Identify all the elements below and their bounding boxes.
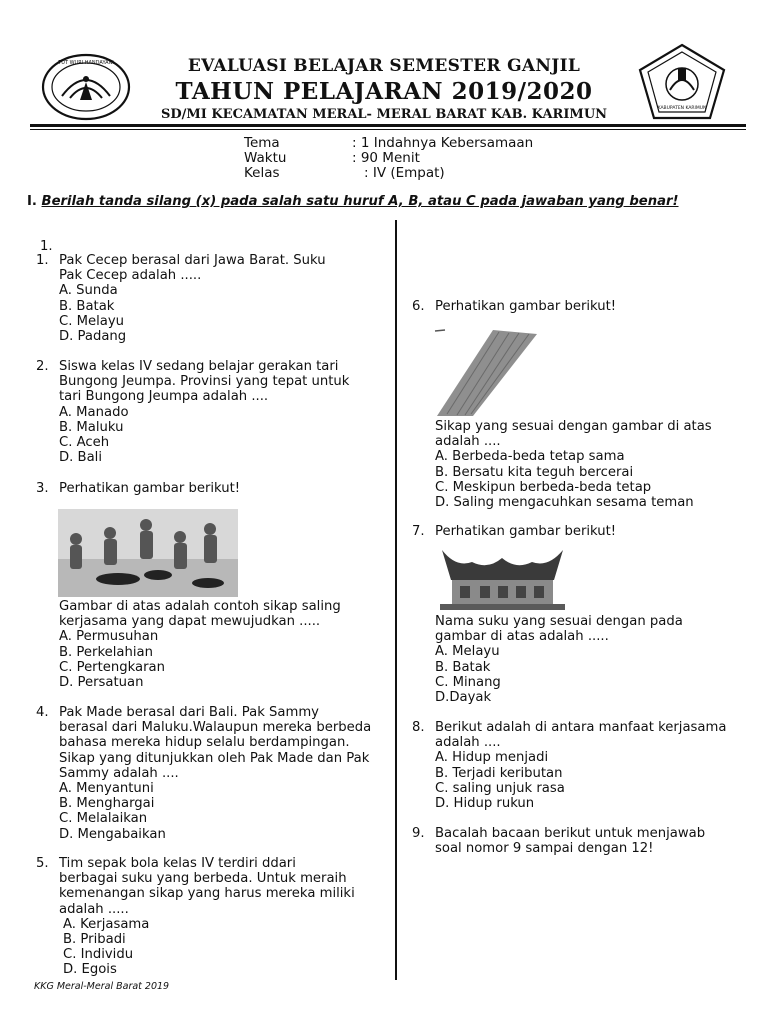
answer-option[interactable]: C. Pertengkaran bbox=[59, 659, 165, 675]
answer-option[interactable]: A. Permusuhan bbox=[59, 629, 159, 645]
answer-option[interactable]: C. Melayu bbox=[59, 313, 124, 329]
answer-option[interactable]: A. Berbeda-beda tetap sama bbox=[435, 449, 625, 465]
info-kelas-value: : IV (Empat) bbox=[364, 165, 445, 181]
question-6-continued bbox=[435, 419, 712, 510]
info-waktu-value: : 90 Menit bbox=[352, 150, 420, 166]
answer-option[interactable]: C. Aceh bbox=[59, 435, 110, 451]
header-rule-thick bbox=[30, 124, 746, 127]
answer-option[interactable]: B. Pribadi bbox=[63, 932, 126, 948]
answer-option[interactable]: B. Terjadi keributan bbox=[435, 765, 563, 781]
question-text: Perhatikan gambar berikut! bbox=[435, 524, 617, 539]
question-number: 8. bbox=[412, 720, 425, 735]
question-text: Tim sepak bola kelas IV terdiri ddari bbox=[59, 856, 296, 871]
question-text: Pak Cecep adalah ..... bbox=[59, 268, 202, 284]
answer-option[interactable]: D. Persatuan bbox=[59, 675, 144, 691]
answer-option[interactable]: D. Egois bbox=[63, 962, 117, 978]
question-number: 5. bbox=[36, 856, 49, 871]
broom-illustration bbox=[433, 328, 543, 418]
page-footer: KKG Meral-Meral Barat 2019 bbox=[34, 981, 170, 992]
info-waktu-label: Waktu bbox=[244, 150, 287, 166]
question-text: Bacalah bacaan berikut untuk menjawab bbox=[435, 826, 706, 841]
question-text: adalah .... bbox=[435, 735, 501, 751]
answer-option[interactable]: A. Manado bbox=[59, 404, 129, 420]
answer-option[interactable]: C. Meskipun berbeda-beda tetap bbox=[435, 479, 652, 495]
info-tema-label: Tema bbox=[244, 135, 280, 151]
answer-option[interactable]: D. Padang bbox=[59, 329, 127, 345]
school-subtitle: SD/MI KECAMATAN MERAL- MERAL BARAT KAB. KARIMUN bbox=[160, 107, 608, 122]
answer-option[interactable]: D. Saling mengacuhkan sesama teman bbox=[435, 495, 694, 511]
question-number: 4. bbox=[36, 705, 49, 720]
answer-option[interactable]: C. Minang bbox=[435, 674, 501, 690]
answer-option[interactable]: D. Hidup rukun bbox=[435, 796, 535, 812]
question-7-continued bbox=[435, 614, 683, 705]
question-text: adalah .... bbox=[435, 434, 501, 450]
answer-option[interactable]: B. Menghargai bbox=[59, 796, 155, 812]
exam-title: EVALUASI BELAJAR SEMESTER GANJIL bbox=[187, 56, 581, 76]
answer-option[interactable]: D. Bali bbox=[59, 450, 102, 466]
question-number: 2. bbox=[36, 359, 49, 374]
question-text: kemenangan sikap yang harus mereka miliki bbox=[59, 886, 355, 902]
question-text: Perhatikan gambar berikut! bbox=[59, 481, 241, 496]
answer-option[interactable]: D. Mengabaikan bbox=[59, 826, 166, 842]
question-text: Pak Cecep berasal dari Jawa Barat. Suku bbox=[59, 253, 326, 268]
column-divider bbox=[395, 220, 397, 980]
answer-option[interactable]: D.Dayak bbox=[435, 690, 492, 706]
answer-option[interactable]: B. Batak bbox=[59, 298, 115, 314]
rumah-gadang-illustration bbox=[436, 544, 569, 614]
question-number: 1. bbox=[36, 253, 49, 268]
school-year-title: TAHUN PELAJARAN 2019/2020 bbox=[175, 78, 593, 105]
answer-option[interactable]: A. Sunda bbox=[59, 283, 118, 299]
info-tema-value: : 1 Indahnya Kebersamaan bbox=[352, 135, 534, 151]
question-text: Sammy adalah .... bbox=[59, 765, 179, 781]
answer-option[interactable]: C. Individu bbox=[63, 947, 134, 963]
question-text: Nama suku yang sesuai dengan pada bbox=[435, 614, 683, 629]
question-3-continued bbox=[59, 599, 341, 690]
question-text: berbagai suku yang berbeda. Untuk meraih bbox=[59, 871, 347, 887]
question-number: 9. bbox=[412, 826, 425, 841]
instruction-text: Berilah tanda silang (x) pada salah satu huruf A, B, atau C pada jawaban yang benar! bbox=[41, 194, 679, 209]
question-number: 3. bbox=[36, 481, 49, 496]
question-text: Pak Made berasal dari Bali. Pak Sammy bbox=[59, 705, 319, 720]
info-kelas-label: Kelas bbox=[244, 165, 280, 181]
question-text: kerjasama yang dapat mewujudkan ..... bbox=[59, 614, 321, 630]
question-text: Siswa kelas IV sedang belajar gerakan tari bbox=[59, 359, 339, 374]
cooperation-illustration bbox=[58, 509, 238, 597]
answer-option[interactable]: A. Hidup menjadi bbox=[435, 750, 549, 766]
answer-option[interactable]: A. Melayu bbox=[435, 644, 500, 660]
instruction bbox=[27, 194, 732, 209]
answer-option[interactable]: A. Menyantuni bbox=[59, 781, 154, 797]
question-text: Bungong Jeumpa. Provinsi yang tepat untuk bbox=[59, 374, 350, 390]
answer-option[interactable]: C. Melalaikan bbox=[59, 811, 148, 827]
answer-option[interactable]: B. Batak bbox=[435, 659, 491, 675]
logo-lettering: KABUPATEN KARIMUN bbox=[657, 106, 707, 111]
question-text: tari Bungong Jeumpa adalah .... bbox=[59, 389, 269, 405]
instruction-prefix: I. bbox=[27, 194, 37, 209]
header-rule-thin bbox=[30, 129, 746, 130]
answer-option[interactable]: B. Maluku bbox=[59, 419, 124, 435]
logo-lettering: TUT WURI HANDAYANI bbox=[58, 60, 114, 66]
answer-option[interactable]: A. Kerjasama bbox=[63, 916, 150, 932]
answer-option[interactable]: C. saling unjuk rasa bbox=[435, 780, 565, 796]
question-text: berasal dari Maluku.Walaupun mereka berbeda bbox=[59, 720, 372, 736]
stray-number: 1. bbox=[40, 239, 53, 254]
question-text: adalah ..... bbox=[59, 901, 129, 917]
question-text: bahasa mereka hidup selalu berdampingan. bbox=[59, 735, 350, 751]
question-text: Sikap yang sesuai dengan gambar di atas bbox=[435, 419, 712, 434]
question-number: 7. bbox=[412, 524, 425, 539]
question-text: soal nomor 9 sampai dengan 12! bbox=[435, 841, 654, 857]
question-text: Berikut adalah di antara manfaat kerjasama bbox=[435, 720, 727, 735]
question-number: 6. bbox=[412, 299, 425, 314]
answer-option[interactable]: B. Perkelahian bbox=[59, 644, 153, 660]
question-text: gambar di atas adalah ..... bbox=[435, 629, 609, 645]
answer-option[interactable]: B. Bersatu kita teguh bercerai bbox=[435, 464, 634, 480]
question-text: Perhatikan gambar berikut! bbox=[435, 299, 617, 314]
question-text: Gambar di atas adalah contoh sikap saling bbox=[59, 599, 341, 614]
question-text: Sikap yang ditunjukkan oleh Pak Made dan Pak bbox=[59, 750, 370, 766]
